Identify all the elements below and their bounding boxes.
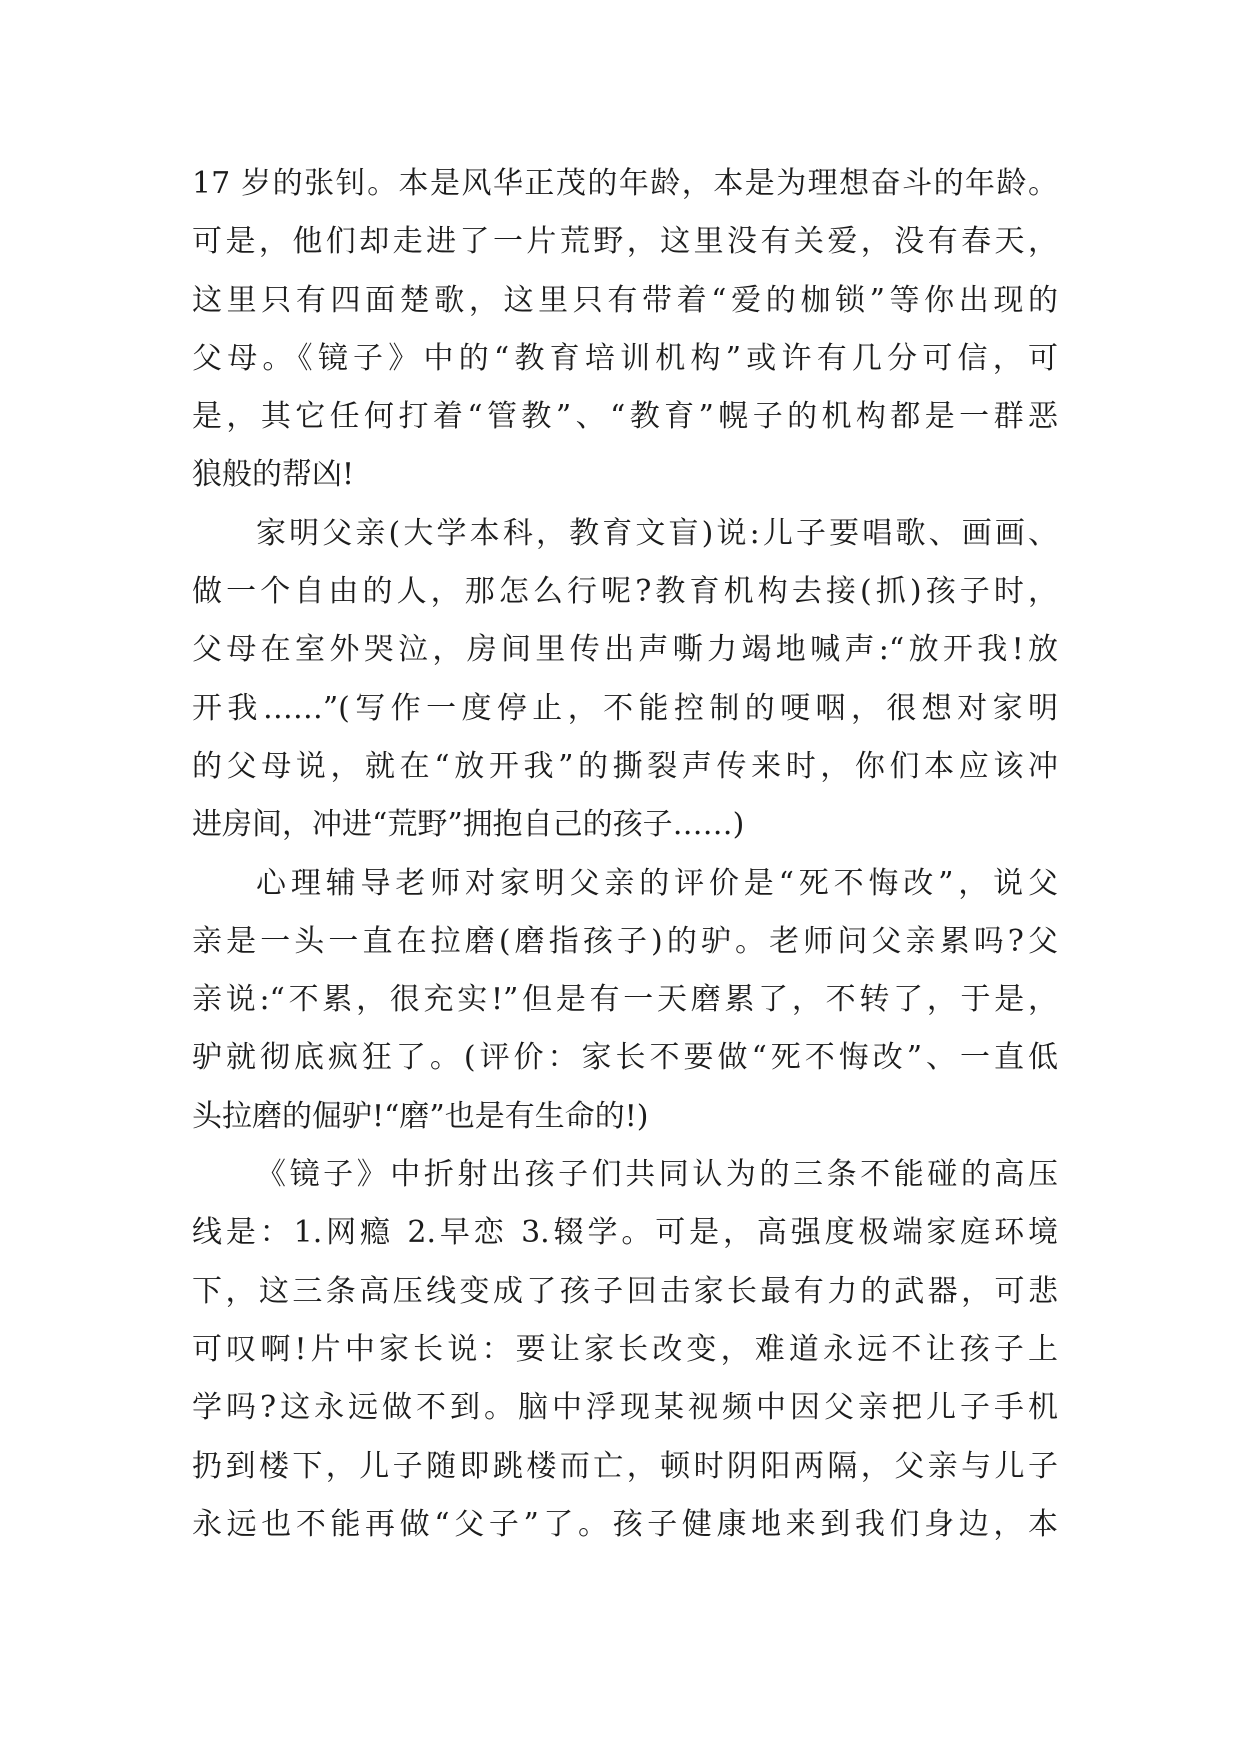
text-line: 是，其它任何打着“管教”、“教育”幌子的机构都是一群恶 xyxy=(192,399,1058,435)
text-line: 线是：1.网瘾 2.早恋 3.辍学。可是，高强度极端家庭环境 xyxy=(192,1215,1058,1251)
paragraph-4 xyxy=(192,1146,1058,1554)
text-line: 心理辅导老师对家明父亲的评价是“死不悔改”，说父 xyxy=(256,865,1058,901)
text-line: 亲说:“不累，很充实!”但是有一天磨累了，不转了，于是， xyxy=(192,982,1058,1018)
text-line: 《镜子》中折射出孩子们共同认为的三条不能碰的高压 xyxy=(256,1157,1058,1193)
paragraph-2 xyxy=(192,505,1058,855)
text-line: 这里只有四面楚歌，这里只有带着“爱的枷锁”等你出现的 xyxy=(192,282,1058,318)
text-line: 进房间，冲进“荒野”拥抱自己的孩子……) xyxy=(192,807,745,843)
text-line: 的父母说，就在“放开我”的撕裂声传来时，你们本应该冲 xyxy=(192,748,1058,784)
text-line: 父母在室外哭泣，房间里传出声嘶力竭地喊声:“放开我!放 xyxy=(192,632,1058,668)
text-line: 狼般的帮凶! xyxy=(192,457,355,493)
text-line: 驴就彻底疯狂了。(评价：家长不要做“死不悔改”、一直低 xyxy=(192,1040,1058,1076)
paragraph-3 xyxy=(192,855,1058,1146)
text-line: 家明父亲(大学本科，教育文盲)说:儿子要唱歌、画画、 xyxy=(256,515,1058,551)
text-line: 可是，他们却走进了一片荒野，这里没有关爱，没有春天， xyxy=(192,224,1058,260)
text-line: 扔到楼下，儿子随即跳楼而亡，顿时阴阳两隔，父亲与儿子 xyxy=(192,1448,1058,1484)
text-line: 开我……”(写作一度停止，不能控制的哽咽，很想对家明 xyxy=(192,690,1058,726)
text-line: 做一个自由的人，那怎么行呢?教育机构去接(抓)孩子时， xyxy=(192,574,1058,610)
paragraph-1 xyxy=(192,155,1058,505)
text-line: 下，这三条高压线变成了孩子回击家长最有力的武器，可悲 xyxy=(192,1273,1058,1309)
text-line: 头拉磨的倔驴!“磨”也是有生命的!) xyxy=(192,1098,649,1134)
text-line: 父母。《镜子》中的“教育培训机构”或许有几分可信，可 xyxy=(192,340,1058,376)
text-line: 学吗?这永远做不到。脑中浮现某视频中因父亲把儿子手机 xyxy=(192,1390,1058,1426)
text-line: 17 岁的张钊。本是风华正茂的年龄，本是为理想奋斗的年龄。 xyxy=(192,166,1058,201)
text-line: 可叹啊!片中家长说：要让家长改变，难道永远不让孩子上 xyxy=(192,1331,1058,1367)
text-line: 永远也不能再做“父子”了。孩子健康地来到我们身边，本 xyxy=(192,1506,1058,1542)
body-text xyxy=(192,155,1058,1554)
text-line: 亲是一头一直在拉磨(磨指孩子)的驴。老师问父亲累吗?父 xyxy=(192,923,1058,959)
